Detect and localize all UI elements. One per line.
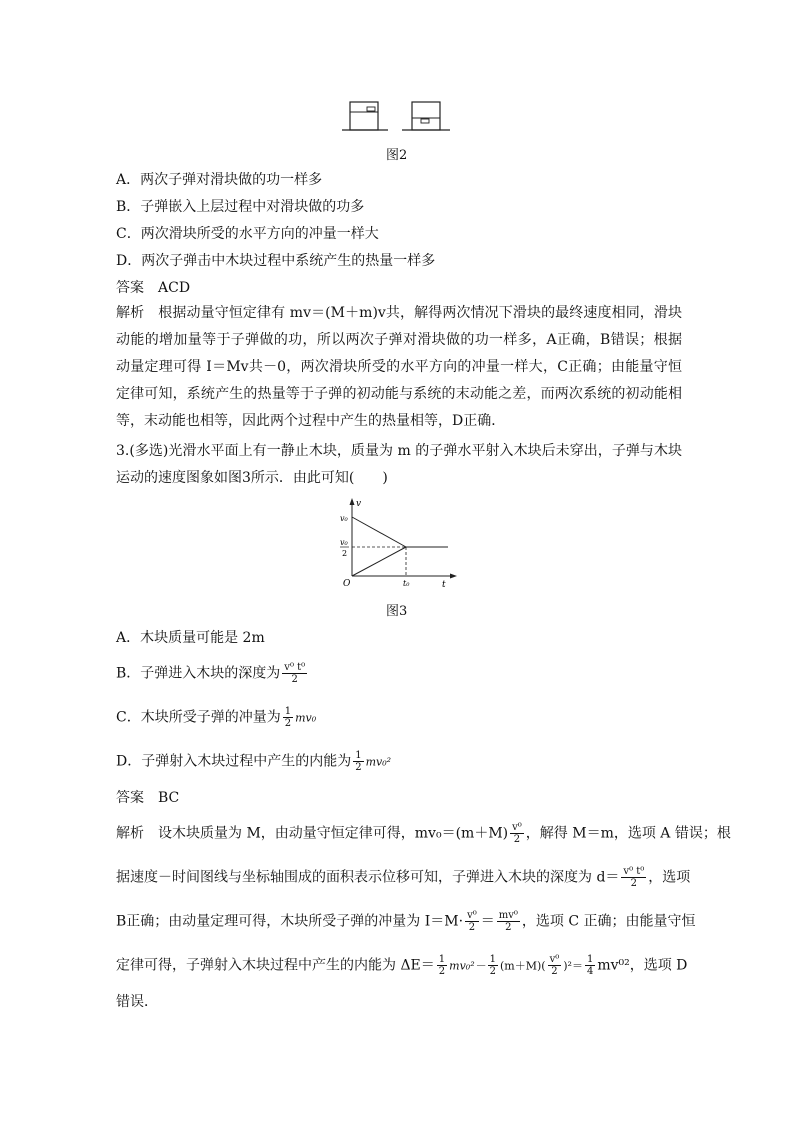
q3-an4-a: 定律可得，子弹射入木块过程中产生的内能为 ΔE＝ (116, 957, 435, 974)
q2-answer: 答案 ACD (116, 280, 191, 296)
q2-option-d: D．两次子弹击中木块过程中系统产生的热量一样多 (116, 253, 436, 269)
q3-an4-d1: 2 (438, 966, 446, 977)
q3-option-d-text: D．子弹射入木块过程中产生的内能为 (116, 753, 352, 770)
q2-option-a: A．两次子弹对滑块做的功一样多 (116, 172, 323, 188)
graph-t0-tick: t₀ (403, 579, 410, 588)
q3-an3-b: ，选项 C 正确；由能量守恒 (521, 913, 696, 930)
q3-an4-d3: 2 (551, 966, 558, 977)
q3-an4-n3: v⁰ (549, 954, 560, 965)
q3-option-c-text: C．木块所受子弹的冲量为 (116, 709, 281, 726)
q3-option-c-tail: mv₀ (295, 711, 317, 725)
q3-option-b-fraction (282, 662, 307, 685)
q3-an3-n1: v⁰ (467, 910, 477, 921)
graph-v0-tick: v₀ (340, 514, 348, 523)
q3-option-b-num: v⁰ t⁰ (284, 662, 306, 673)
q3-analysis-line-4 (116, 954, 687, 977)
q3-option-d (116, 750, 391, 773)
q3-an3-eq: ＝ (480, 913, 495, 930)
graph-half-v0-num: v₀ (340, 538, 348, 547)
q3-analysis-line-1 (116, 822, 731, 845)
q3-option-a: A．木块质量可能是 2m (116, 630, 265, 646)
q3-an1-a: 解析 设木块质量为 M，由动量守恒定律可得，mv₀＝(m＋M) (116, 825, 509, 842)
q3-option-d-num: 1 (355, 750, 362, 761)
q3-an4-fraction-2 (488, 954, 498, 977)
q3-an4-n2: 1 (489, 954, 496, 965)
figure-3-caption: 图3 (386, 604, 408, 619)
q3-an4-fraction-1 (437, 954, 447, 977)
q3-an1-b: ，解得 M＝m，选项 A 错误；根 (525, 825, 731, 842)
q3-an2-num: v⁰ t⁰ (623, 866, 645, 877)
q3-an4-n4: 1 (586, 954, 594, 965)
q3-an1-num: v⁰ (512, 822, 522, 833)
q3-answer: 答案 BC (116, 790, 180, 806)
figure-2-caption: 图2 (386, 148, 408, 163)
q3-an4-m2: (m＋M)( (500, 959, 546, 973)
q3-analysis-line-5: 错误． (116, 994, 158, 1010)
q2-option-c: C．两次滑块所受的水平方向的冲量一样大 (116, 226, 379, 242)
q3-an2-b: ，选项 (648, 869, 691, 886)
q2-analysis: 解析 根据动量守恒定律有 mv＝(M＋m)v共，解得两次情况下滑块的最终速度相同，滑块动能的增加量等于子弹做的功，所以两次子弹对滑块做的功一样多，A正确，B错误；根据动量定理可得 I＝Mv共－0，两次滑块所受的水平方向的冲量一样大，C正确；由能量守恒定律可知，系统产生的热量等于子弹的初动能与系统的末动能之差，而两次系统的初动能相等，末动能也相等，因此两个过程中产生的热量相等，D正确． (116, 305, 682, 429)
q3-option-d-tail: mv₀² (365, 755, 392, 769)
q3-an3-fraction-2 (497, 910, 520, 933)
q3-an3-d1: 2 (468, 922, 476, 933)
q3-option-d-fraction (353, 750, 363, 773)
q3-an3-a: B正确；由动量定理可得，木块所受子弹的冲量为 I＝M· (116, 913, 464, 930)
graph-origin-label: O (343, 579, 351, 588)
q3-an4-m1: mv₀²－ (449, 959, 486, 973)
graph-t-axis-label: t (442, 580, 446, 588)
q2-option-b: B．子弹嵌入上层过程中对滑块做的功多 (116, 199, 365, 215)
q3-an1-fraction (510, 822, 524, 845)
q3-an3-fraction-1 (465, 910, 479, 933)
q3-an4-n1: 1 (438, 954, 446, 965)
q3-an4-m3: )²＝ (563, 959, 583, 973)
q3-option-c-den: 2 (284, 718, 292, 729)
q3-stem: 3.(多选)光滑水平面上有一静止木块，质量为 m 的子弹水平射入木块后未穿出，子弹与木块运动的速度图象如图3所示．由此可知( ) (116, 443, 682, 486)
figure-3-vt-graph (330, 496, 460, 588)
q3-option-b-text: B．子弹进入木块的深度为 (116, 665, 281, 682)
figure-2 (340, 96, 452, 136)
q3-option-c (116, 706, 316, 729)
q3-an4-fraction-4 (585, 954, 595, 977)
graph-v-axis-label: v (356, 499, 362, 509)
q3-an4-d2: 2 (489, 966, 496, 977)
q3-an2-den: 2 (630, 878, 638, 889)
q3-option-b (116, 662, 309, 685)
q3-option-b-den: 2 (291, 674, 298, 685)
graph-half-v0-den: 2 (342, 549, 348, 558)
q3-analysis-line-2 (116, 866, 690, 889)
q3-an2-a: 据速度－时间图线与坐标轴围成的面积表示位移可知，子弹进入木块的深度为 d＝ (116, 869, 620, 886)
q3-an4-m4: mv⁰²，选项 D (597, 957, 688, 974)
q3-option-c-fraction (283, 706, 293, 729)
q3-an3-n2: mv⁰ (498, 910, 518, 921)
q3-an3-d2: 2 (505, 922, 512, 933)
q3-an4-fraction-3 (548, 954, 562, 977)
q3-analysis-line-3 (116, 910, 696, 933)
q3-option-c-num: 1 (284, 706, 292, 717)
q3-an4-d4: 4 (586, 966, 594, 977)
q3-option-d-den: 2 (355, 762, 362, 773)
q3-an2-fraction (621, 866, 646, 889)
q3-an1-den: 2 (513, 834, 521, 845)
